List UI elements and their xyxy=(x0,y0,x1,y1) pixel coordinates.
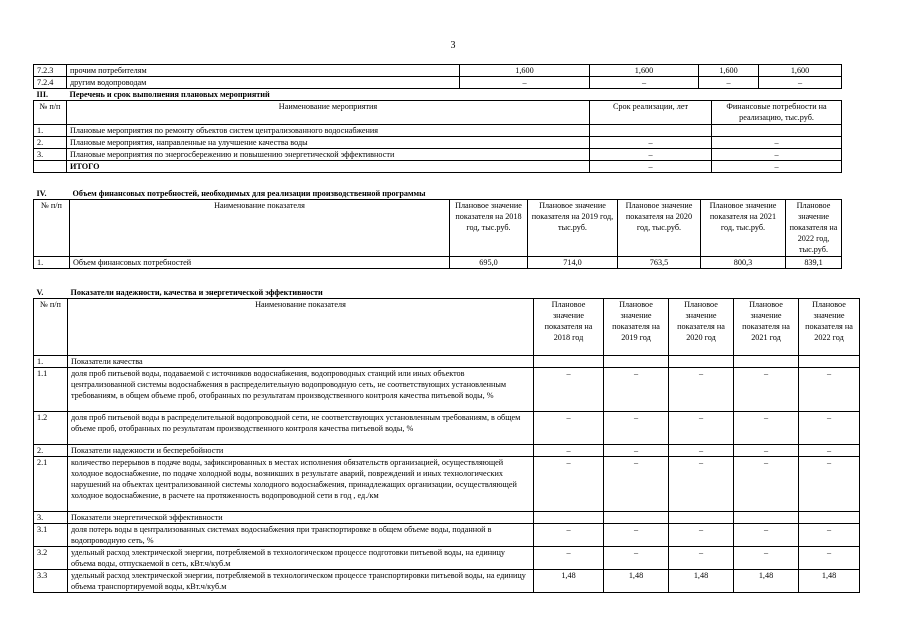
value-cell xyxy=(734,512,799,524)
header-year-2018: Плановое значение показателя на 2018 год xyxy=(534,299,604,356)
header-finance: Финансовые потребности на реализацию, тыс.руб. xyxy=(712,101,842,125)
value-cell: – xyxy=(799,445,860,457)
value-cell: – xyxy=(590,77,699,89)
value-cell: – xyxy=(534,524,604,547)
programme-table-top xyxy=(33,64,842,173)
term-cell xyxy=(590,125,712,137)
value-cell: – xyxy=(799,524,860,547)
header-term: Срок реализации, лет xyxy=(590,101,712,125)
header-year-2018: Плановое значение показателя на 2018 год, тыс.руб. xyxy=(450,200,528,257)
value-cell xyxy=(734,356,799,368)
row-name: Плановые мероприятия по ремонту объектов систем централизованного водоснабжения xyxy=(67,125,590,137)
row-number: 1. xyxy=(34,356,68,368)
value-cell: – xyxy=(799,547,860,570)
value-cell: – xyxy=(534,457,604,512)
header-year-2020: Плановое значение показателя на 2020 год, тыс.руб. xyxy=(618,200,701,257)
section-header xyxy=(34,188,842,200)
header-number: № п/п xyxy=(34,299,68,356)
row-number: 2. xyxy=(34,137,67,149)
value-cell: – xyxy=(534,412,604,445)
row-name: Показатели энергетической эффективности xyxy=(68,512,534,524)
row-name: Плановые мероприятия, направленные на улучшение качества воды xyxy=(67,137,590,149)
table-row xyxy=(34,547,860,570)
row-name: доля потерь воды в централизованных системах водоснабжения при транспортировке в общем объеме воды, поданной в водопроводную сеть, % xyxy=(68,524,534,547)
value-cell: 1,600 xyxy=(460,65,590,77)
value-cell: 800,3 xyxy=(701,257,786,269)
value-cell: 1,48 xyxy=(669,570,734,593)
row-number: 3. xyxy=(34,512,68,524)
value-cell: 1,48 xyxy=(534,570,604,593)
row-name: доля проб питьевой воды, подаваемой с источников водоснабжения, водопроводных станций или иных объектов централизованной системы водоснабжения в распределительную водопроводную сеть, не соответствующих установленным требованиям, в общем объеме проб, отобранных по результатам производственного контроля качества питьевой воды, % xyxy=(68,368,534,412)
row-number: 1. xyxy=(34,125,67,137)
section-header xyxy=(34,287,860,299)
row-name: удельный расход электрической энергии, потребляемой в технологическом процессе подготовки питьевой воды, на единицу объема воды, отпускаемой в сеть, кВт.ч/куб.м xyxy=(68,547,534,570)
header-name: Наименование показателя xyxy=(70,200,450,257)
value-cell: – xyxy=(669,445,734,457)
total-row xyxy=(34,161,842,173)
table-row xyxy=(34,445,860,457)
header-year-2019: Плановое значение показателя на 2019 год xyxy=(604,299,669,356)
value-cell xyxy=(604,356,669,368)
value-cell: 714,0 xyxy=(528,257,618,269)
row-name: Плановые мероприятия по энергосбережению и повышению энергетической эффективности xyxy=(67,149,590,161)
value-cell xyxy=(799,356,860,368)
section-number: V. xyxy=(36,288,44,297)
section-number: III. xyxy=(36,90,49,99)
table-row xyxy=(34,512,860,524)
row-name: Объем финансовых потребностей xyxy=(70,257,450,269)
total-label: ИТОГО xyxy=(67,161,590,173)
value-cell: – xyxy=(734,524,799,547)
page-number: 3 xyxy=(450,40,456,51)
header-year-2020: Плановое значение показателя на 2020 год xyxy=(669,299,734,356)
value-cell: – xyxy=(734,547,799,570)
value-cell: – xyxy=(669,368,734,412)
section-header xyxy=(34,89,842,101)
term-cell: – xyxy=(590,161,712,173)
row-number: 2.1 xyxy=(34,457,68,512)
table-row xyxy=(34,137,842,149)
term-cell: – xyxy=(590,137,712,149)
row-name: другим водопроводам xyxy=(67,77,460,89)
table-row xyxy=(34,257,842,269)
value-cell: – xyxy=(669,457,734,512)
value-cell: – xyxy=(734,368,799,412)
table-row xyxy=(34,125,842,137)
finance-cell xyxy=(712,125,842,137)
table-row xyxy=(34,457,860,512)
value-cell: – xyxy=(604,457,669,512)
table-row xyxy=(34,524,860,547)
value-cell: – xyxy=(669,412,734,445)
value-cell: – xyxy=(799,457,860,512)
value-cell: – xyxy=(604,524,669,547)
header-name: Наименование мероприятия xyxy=(67,101,590,125)
value-cell: – xyxy=(799,412,860,445)
value-cell: – xyxy=(534,368,604,412)
row-number: 3. xyxy=(34,149,67,161)
row-number: 1. xyxy=(34,257,70,269)
section-title: Перечень и срок выполнения плановых мероприятий xyxy=(69,90,270,99)
table-header-row xyxy=(34,200,842,257)
section-title: Объем финансовых потребностей, необходимых для реализации производственной программы xyxy=(72,189,426,198)
value-cell: – xyxy=(759,77,842,89)
row-name: удельный расход электрической энергии, потребляемой в технологическом процессе транспортировки питьевой воды, на единицу объема транспортируемой воды, кВт.ч/куб.м xyxy=(68,570,534,593)
header-year-2019: Плановое значение показателя на 2019 год, тыс.руб. xyxy=(528,200,618,257)
row-name: количество перерывов в подаче воды, зафиксированных в местах исполнения обязательств организацией, осуществляющей холодное водоснабжение, по подаче холодной воды, возникших в результате аварий, повреждений и иных технологических нарушений на объектах централизованной системы холодного водоснабжения, принадлежащих организации, осуществляющей холодное водоснабжение, в расчете на протяженность водопроводной сети в год , ед./км xyxy=(68,457,534,512)
row-name: доля проб питьевой воды в распределительной водопроводной сети, не соответствующих установленным требованиям, в общем объеме проб, отобранных по результатам производственного контроля качества питьевой воды, % xyxy=(68,412,534,445)
value-cell xyxy=(534,356,604,368)
table-row xyxy=(34,570,860,593)
table-row xyxy=(34,65,842,77)
row-number: 2. xyxy=(34,445,68,457)
row-number: 3.1 xyxy=(34,524,68,547)
row-number: 7.2.4 xyxy=(34,77,67,89)
value-cell: 839,1 xyxy=(786,257,842,269)
value-cell: 1,600 xyxy=(699,65,759,77)
header-number: № п/п xyxy=(34,200,70,257)
header-number: № п/п xyxy=(34,101,67,125)
row-number xyxy=(34,161,67,173)
value-cell: – xyxy=(734,457,799,512)
row-name: Показатели качества xyxy=(68,356,534,368)
value-cell xyxy=(799,512,860,524)
row-number: 3.3 xyxy=(34,570,68,593)
value-cell: – xyxy=(604,412,669,445)
table-row xyxy=(34,368,860,412)
value-cell: – xyxy=(460,77,590,89)
row-name: прочим потребителям xyxy=(67,65,460,77)
value-cell: – xyxy=(604,445,669,457)
value-cell: – xyxy=(799,368,860,412)
value-cell: – xyxy=(604,368,669,412)
reliability-indicators-table xyxy=(33,287,860,593)
section-number: IV. xyxy=(36,189,47,198)
row-number: 1.1 xyxy=(34,368,68,412)
finance-needs-table xyxy=(33,188,842,269)
value-cell: – xyxy=(604,547,669,570)
value-cell: 1,600 xyxy=(590,65,699,77)
row-name: Показатели надежности и бесперебойности xyxy=(68,445,534,457)
value-cell: – xyxy=(669,547,734,570)
value-cell: – xyxy=(534,547,604,570)
value-cell: – xyxy=(534,445,604,457)
finance-cell: – xyxy=(712,149,842,161)
value-cell xyxy=(669,356,734,368)
table-row xyxy=(34,412,860,445)
value-cell: 1,600 xyxy=(759,65,842,77)
header-year-2022: Плановое значение показателя на 2022 год, тыс.руб. xyxy=(786,200,842,257)
table-row xyxy=(34,356,860,368)
finance-cell: – xyxy=(712,161,842,173)
row-number: 3.2 xyxy=(34,547,68,570)
header-year-2021: Плановое значение показателя на 2021 год, тыс.руб. xyxy=(701,200,786,257)
value-cell: – xyxy=(734,412,799,445)
value-cell: – xyxy=(669,524,734,547)
row-number: 1.2 xyxy=(34,412,68,445)
value-cell: – xyxy=(699,77,759,89)
value-cell: 763,5 xyxy=(618,257,701,269)
header-name: Наименование показателя xyxy=(68,299,534,356)
header-year-2021: Плановое значение показателя на 2021 год xyxy=(734,299,799,356)
table-header-row xyxy=(34,299,860,356)
value-cell: 695,0 xyxy=(450,257,528,269)
finance-cell: – xyxy=(712,137,842,149)
value-cell xyxy=(534,512,604,524)
table-header-row xyxy=(34,101,842,125)
value-cell: 1,48 xyxy=(734,570,799,593)
value-cell: 1,48 xyxy=(604,570,669,593)
value-cell xyxy=(604,512,669,524)
table-row xyxy=(34,149,842,161)
value-cell xyxy=(669,512,734,524)
value-cell: – xyxy=(734,445,799,457)
header-year-2022: Плановое значение показателя на 2022 год xyxy=(799,299,860,356)
table-row xyxy=(34,77,842,89)
row-number: 7.2.3 xyxy=(34,65,67,77)
value-cell: 1,48 xyxy=(799,570,860,593)
term-cell: – xyxy=(590,149,712,161)
section-title: Показатели надежности, качества и энергетической эффективности xyxy=(70,288,323,297)
